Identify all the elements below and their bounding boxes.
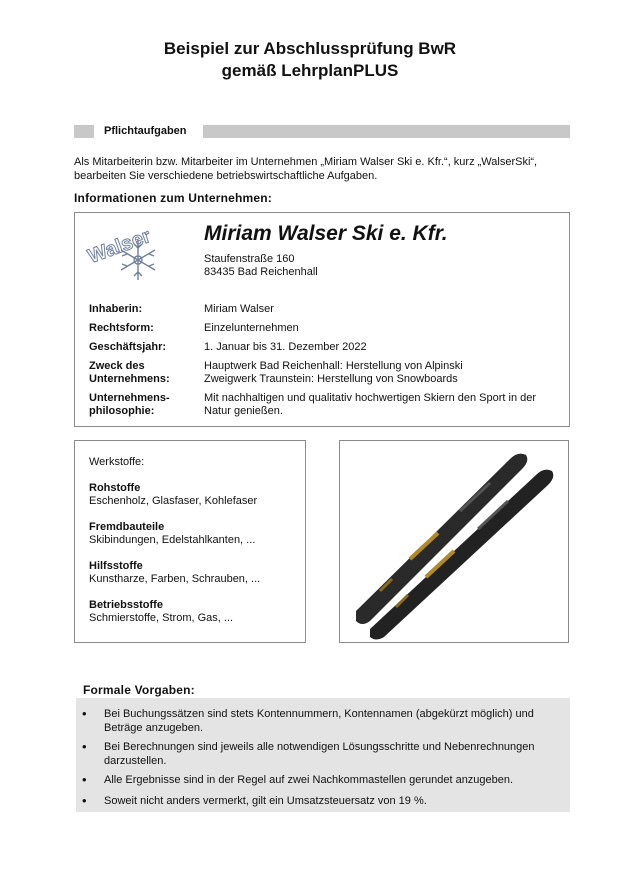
info-heading: Informationen zum Unternehmen: xyxy=(74,191,273,205)
materials-group-items: Kunstharze, Farben, Schrauben, ... xyxy=(89,573,261,585)
rule-item: • Soweit nicht anders vermerkt, gilt ein Umsatzsteuersatz von 19 %. xyxy=(104,794,554,808)
value-purpose-line1: Hauptwerk Bad Reichenhall: Herstellung von Alpinski xyxy=(204,360,463,372)
value-purpose-line2: Zweigwerk Traunstein: Herstellung von Snowboards xyxy=(204,373,458,385)
label-legal-form: Rechtsform: xyxy=(89,322,154,334)
ski-image xyxy=(340,441,568,642)
materials-group-title: Rohstoffe xyxy=(89,482,141,494)
materials-group-title: Betriebsstoffe xyxy=(89,599,163,611)
section-bar-left xyxy=(74,125,94,138)
materials-group-items: Eschenholz, Glasfaser, Kohlefaser xyxy=(89,495,258,507)
intro-text: Als Mitarbeiterin bzw. Mitarbeiter im Unternehmen „Miriam Walser Ski e. Kfr.“, kurz „WalserSki“, bearbeiten Sie verschiedene betriebswirtschaftliche Aufgaben. xyxy=(74,156,538,182)
page-subtitle: gemäß LehrplanPLUS xyxy=(221,61,399,80)
materials-heading: Werkstoffe: xyxy=(89,456,145,468)
company-name: Miriam Walser Ski e. Kfr. xyxy=(204,222,448,245)
value-legal-form: Einzelunternehmen xyxy=(204,322,299,334)
rules-heading: Formale Vorgaben: xyxy=(83,683,195,697)
walser-logo xyxy=(80,216,184,286)
value-fiscal-year: 1. Januar bis 31. Dezember 2022 xyxy=(204,341,367,353)
section-bar-right xyxy=(203,125,570,138)
value-owner: Miriam Walser xyxy=(204,303,274,315)
label-purpose: Zweck des Unternehmens: xyxy=(89,360,170,385)
rule-item: • Alle Ergebnisse sind in der Regel auf zwei Nachkommastellen gerundet anzugeben. xyxy=(104,773,554,787)
section-label: Pflichtaufgaben xyxy=(104,125,187,137)
rules-box xyxy=(76,698,570,812)
rule-item: • Bei Buchungssätzen sind stets Kontennummern, Kontennamen (abgekürzt möglich) und Beträge anzugeben. xyxy=(104,707,554,735)
materials-group-items: Schmierstoffe, Strom, Gas, ... xyxy=(89,612,234,624)
value-philosophy: Mit nachhaltigen und qualitativ hochwertigen Skiern den Sport in der Natur genießen. xyxy=(204,392,537,417)
company-street: Staufenstraße 160 xyxy=(204,253,295,265)
label-owner: Inhaberin: xyxy=(89,303,143,315)
rule-item: • Bei Berechnungen sind jeweils alle notwendigen Lösungsschritte und Nebenrechnungen darzustellen. xyxy=(104,740,554,768)
page-title: Beispiel zur Abschlussprüfung BwR xyxy=(163,39,457,58)
logo-text: Walser xyxy=(85,225,154,268)
ski-icon xyxy=(356,454,553,640)
materials-group-items: Skibindungen, Edelstahlkanten, ... xyxy=(89,534,256,546)
label-philosophy: Unternehmens-philosophie: xyxy=(89,392,170,417)
materials-group-title: Fremdbauteile xyxy=(89,521,165,533)
label-fiscal-year: Geschäftsjahr: xyxy=(89,341,167,353)
materials-group-title: Hilfsstoffe xyxy=(89,560,143,572)
company-city: 83435 Bad Reichenhall xyxy=(204,266,318,278)
